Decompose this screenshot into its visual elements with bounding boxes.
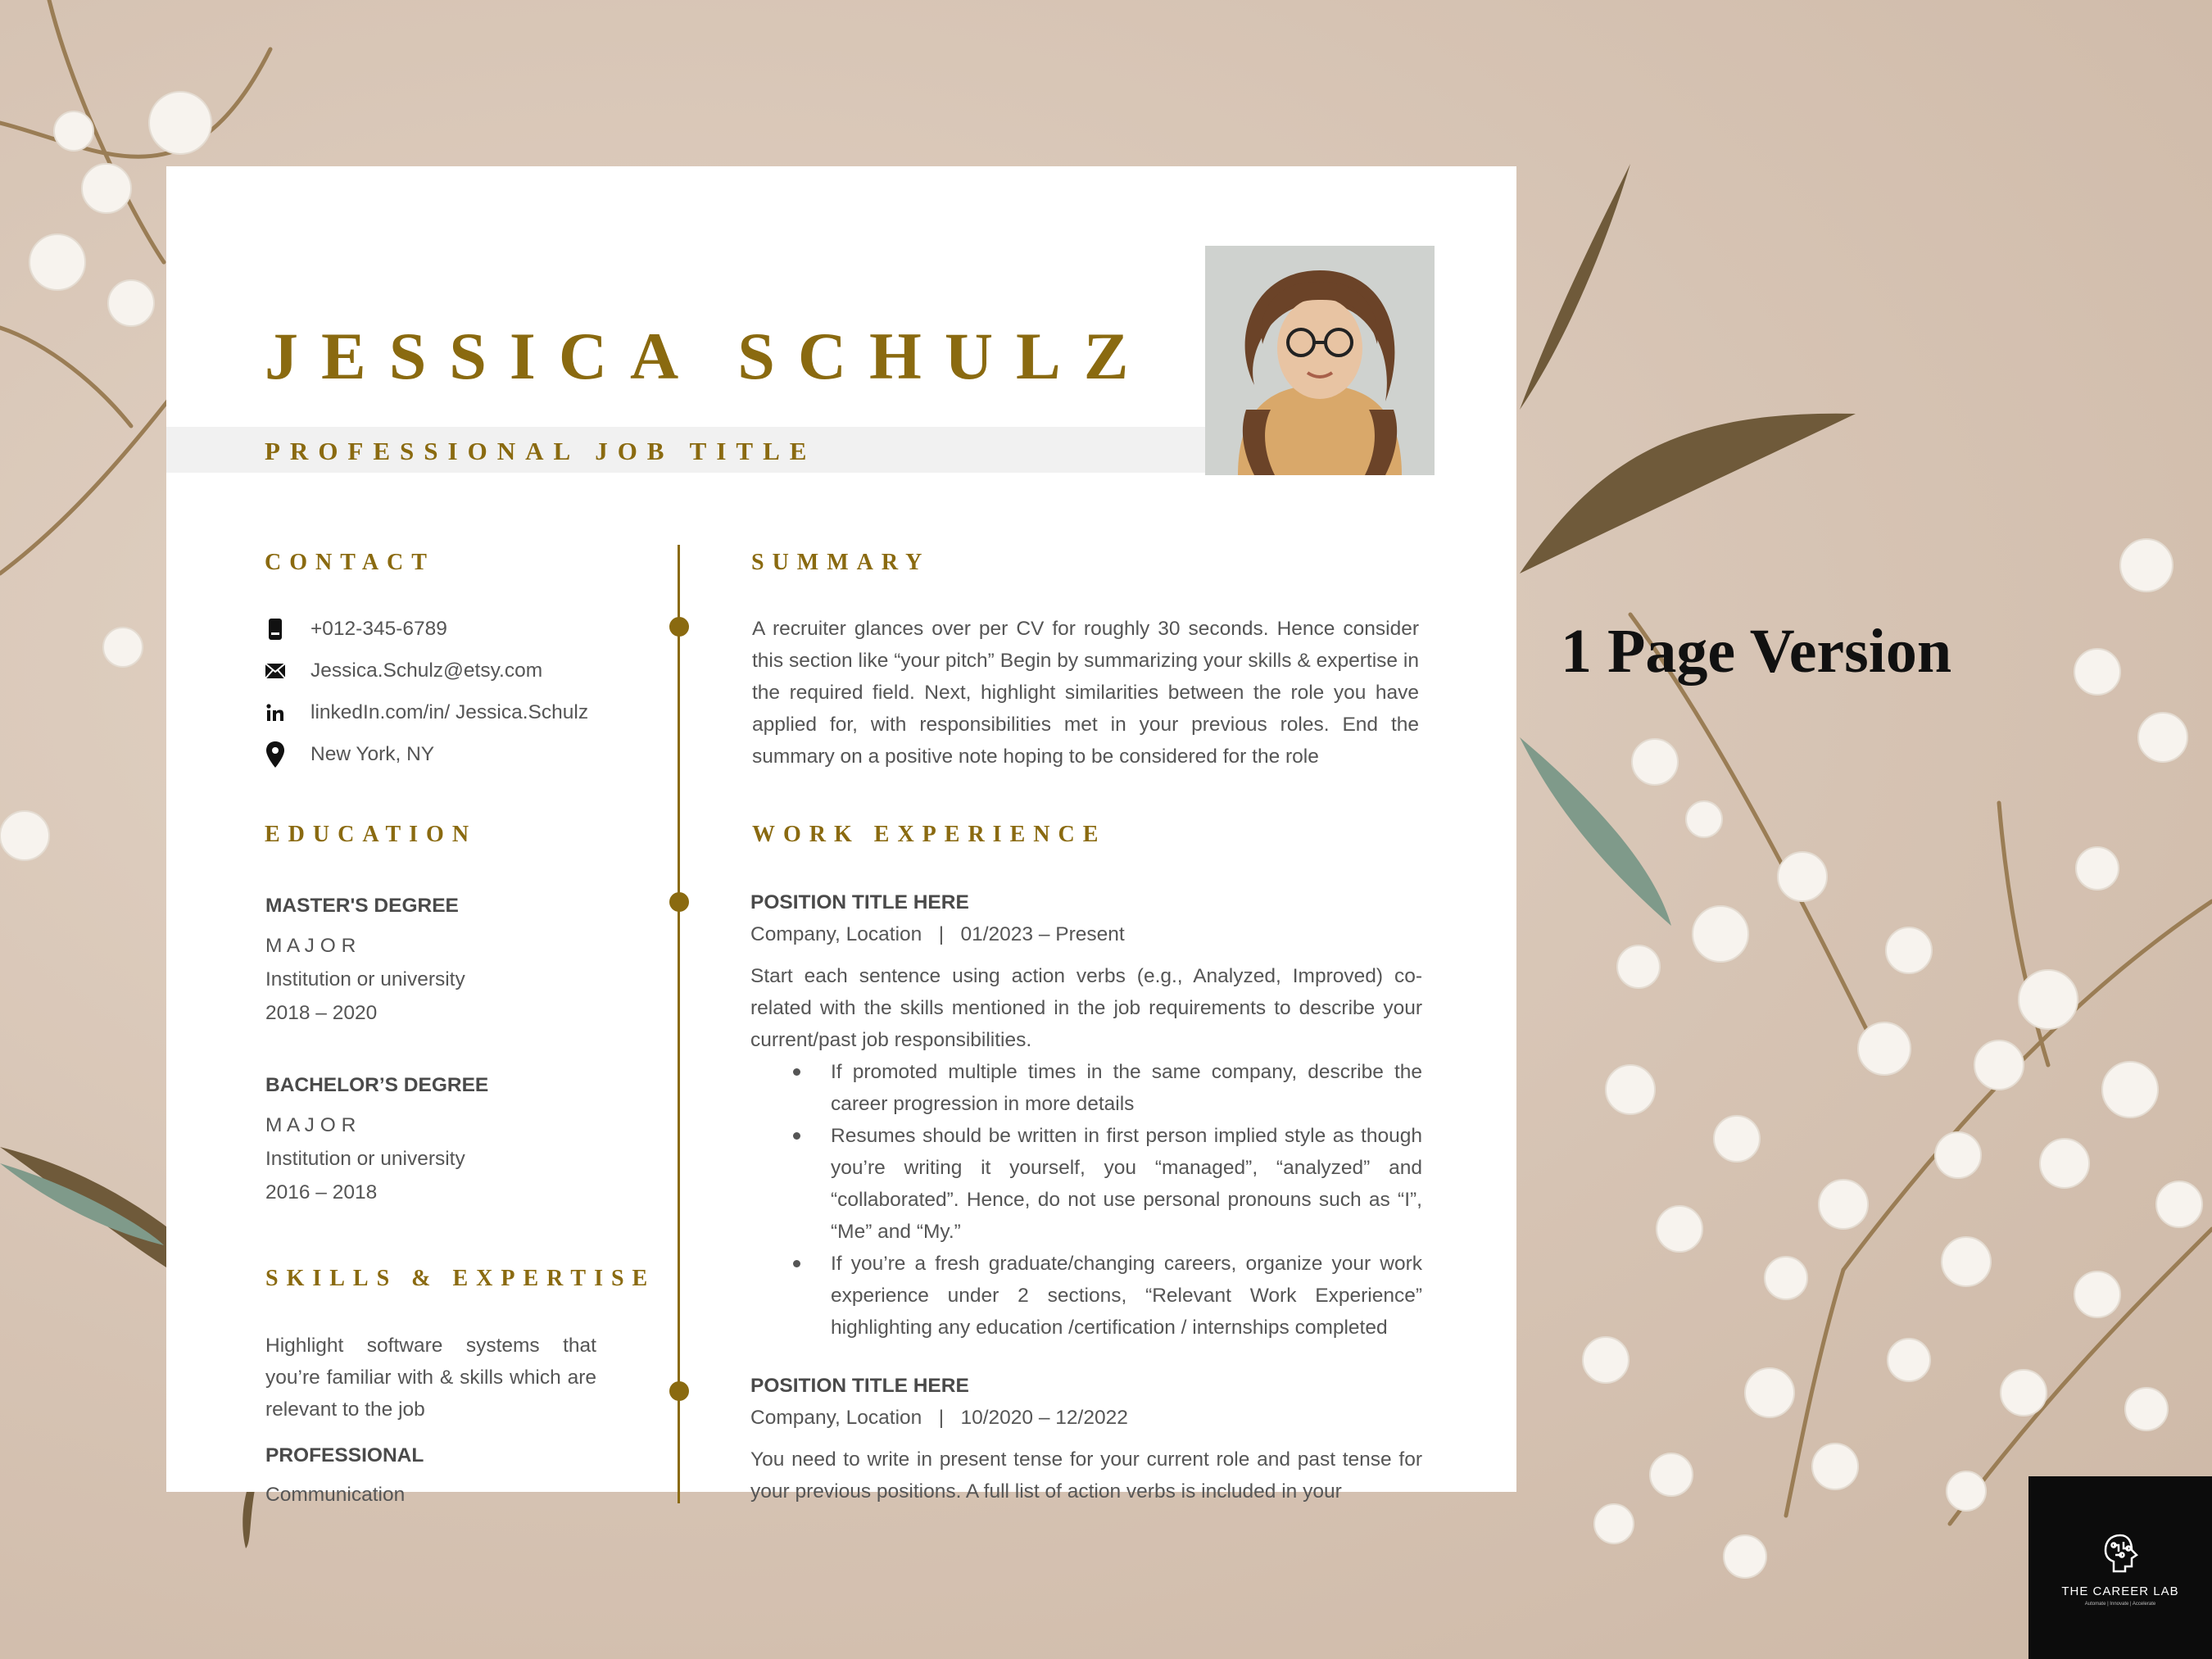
resume-sheet [166, 166, 1516, 1506]
position-meta: Company, Location | 01/2023 – Present [750, 923, 1125, 945]
contact-email [265, 655, 542, 687]
contact-location [265, 738, 434, 771]
envelope-icon [265, 659, 286, 683]
degree-years: 2018 – 2020 [265, 1002, 378, 1024]
position-bullets [750, 1056, 1422, 1344]
position-title: POSITION TITLE HERE [750, 891, 969, 913]
resume-name: JESSICA SCHULZ [265, 319, 1152, 393]
timeline-dot [669, 617, 689, 637]
degree-years: 2016 – 2018 [265, 1181, 378, 1203]
logo-tagline: Automate | Innovate | Accelerate [2084, 1602, 2156, 1607]
logo-name: THE CAREER LAB [2061, 1584, 2179, 1598]
position-intro: You need to write in present tense for your current role and past tense for your previous positions. A full list of action verbs is included in your [750, 1448, 1422, 1503]
job-entry [750, 886, 1422, 1344]
education-item [265, 1069, 618, 1208]
position-meta: Company, Location | 10/2020 – 12/2022 [750, 1407, 1128, 1429]
summary-heading: SUMMARY [751, 550, 931, 575]
education-item [265, 890, 618, 1029]
brain-logo-icon [2096, 1529, 2145, 1578]
phone-icon [265, 617, 286, 641]
skills-professional-label: PROFESSIONAL [265, 1444, 424, 1466]
map-pin-icon [265, 742, 286, 767]
position-title: POSITION TITLE HERE [750, 1375, 969, 1397]
contact-heading: CONTACT [265, 550, 435, 575]
degree-institution: Institution or university [265, 1148, 465, 1170]
timeline-dot [669, 892, 689, 912]
contact-linkedin [265, 696, 588, 729]
summary-text: A recruiter glances over per CV for roughly 30 seconds. Hence consider this section like “your pitch” Begin by summarizing your skills & expertise in the required field. Next, highlight similarities between the role you have applied for, with responsibilities met in your previous roles. End the summary on a positive note hoping to be considered for the role [752, 618, 1419, 768]
work-heading: WORK EXPERIENCE [752, 822, 1107, 847]
degree-major: M A J O R [265, 935, 356, 957]
timeline-line [678, 545, 680, 1503]
bullet-item: If promoted multiple times in the same company, describe the career progression in more details [750, 1056, 1422, 1120]
degree-institution: Institution or university [265, 968, 465, 990]
position-intro: Start each sentence using action verbs (e.g., Analyzed, Improved) co-related with the skills mentioned in the job requirements to describe your current/past job responsibilities. [750, 965, 1422, 1051]
degree-title: MASTER'S DEGREE [265, 895, 459, 917]
contact-phone [265, 613, 447, 646]
skills-text: Highlight software systems that you’re familiar with & skills which are relevant to the job [265, 1335, 596, 1421]
linkedin-icon [265, 700, 286, 725]
bullet-item: Resumes should be written in first person implied style as though you’re writing it yourself, you “managed”, “analyzed” and “collaborated”. Hence, do not use personal pronouns such as “I”, “Me” and “My.” [750, 1120, 1422, 1248]
degree-title: BACHELOR’S DEGREE [265, 1074, 489, 1096]
linkedin-text: linkedIn.com/in/ Jessica.Schulz [310, 701, 589, 723]
job-entry [750, 1370, 1422, 1507]
career-lab-logo [2028, 1476, 2212, 1659]
degree-major: M A J O R [265, 1114, 356, 1136]
email-text: Jessica.Schulz@etsy.com [310, 660, 543, 682]
bullet-item: If you’re a fresh graduate/changing careers, organize your work experience under 2 sections, “Relevant Work Experience” highlighting any education /certification / internships completed [750, 1248, 1422, 1344]
profile-photo [1205, 246, 1435, 475]
skills-heading: SKILLS & EXPERTISE [265, 1266, 656, 1291]
job-title: PROFESSIONAL JOB TITLE [265, 437, 817, 465]
timeline-dot [669, 1381, 689, 1401]
skills-item: Communication [265, 1484, 406, 1506]
location-text: New York, NY [310, 743, 435, 765]
version-label: 1 Page Version [1561, 617, 1952, 686]
education-heading: EDUCATION [265, 822, 478, 847]
phone-text: +012-345-6789 [310, 618, 447, 640]
